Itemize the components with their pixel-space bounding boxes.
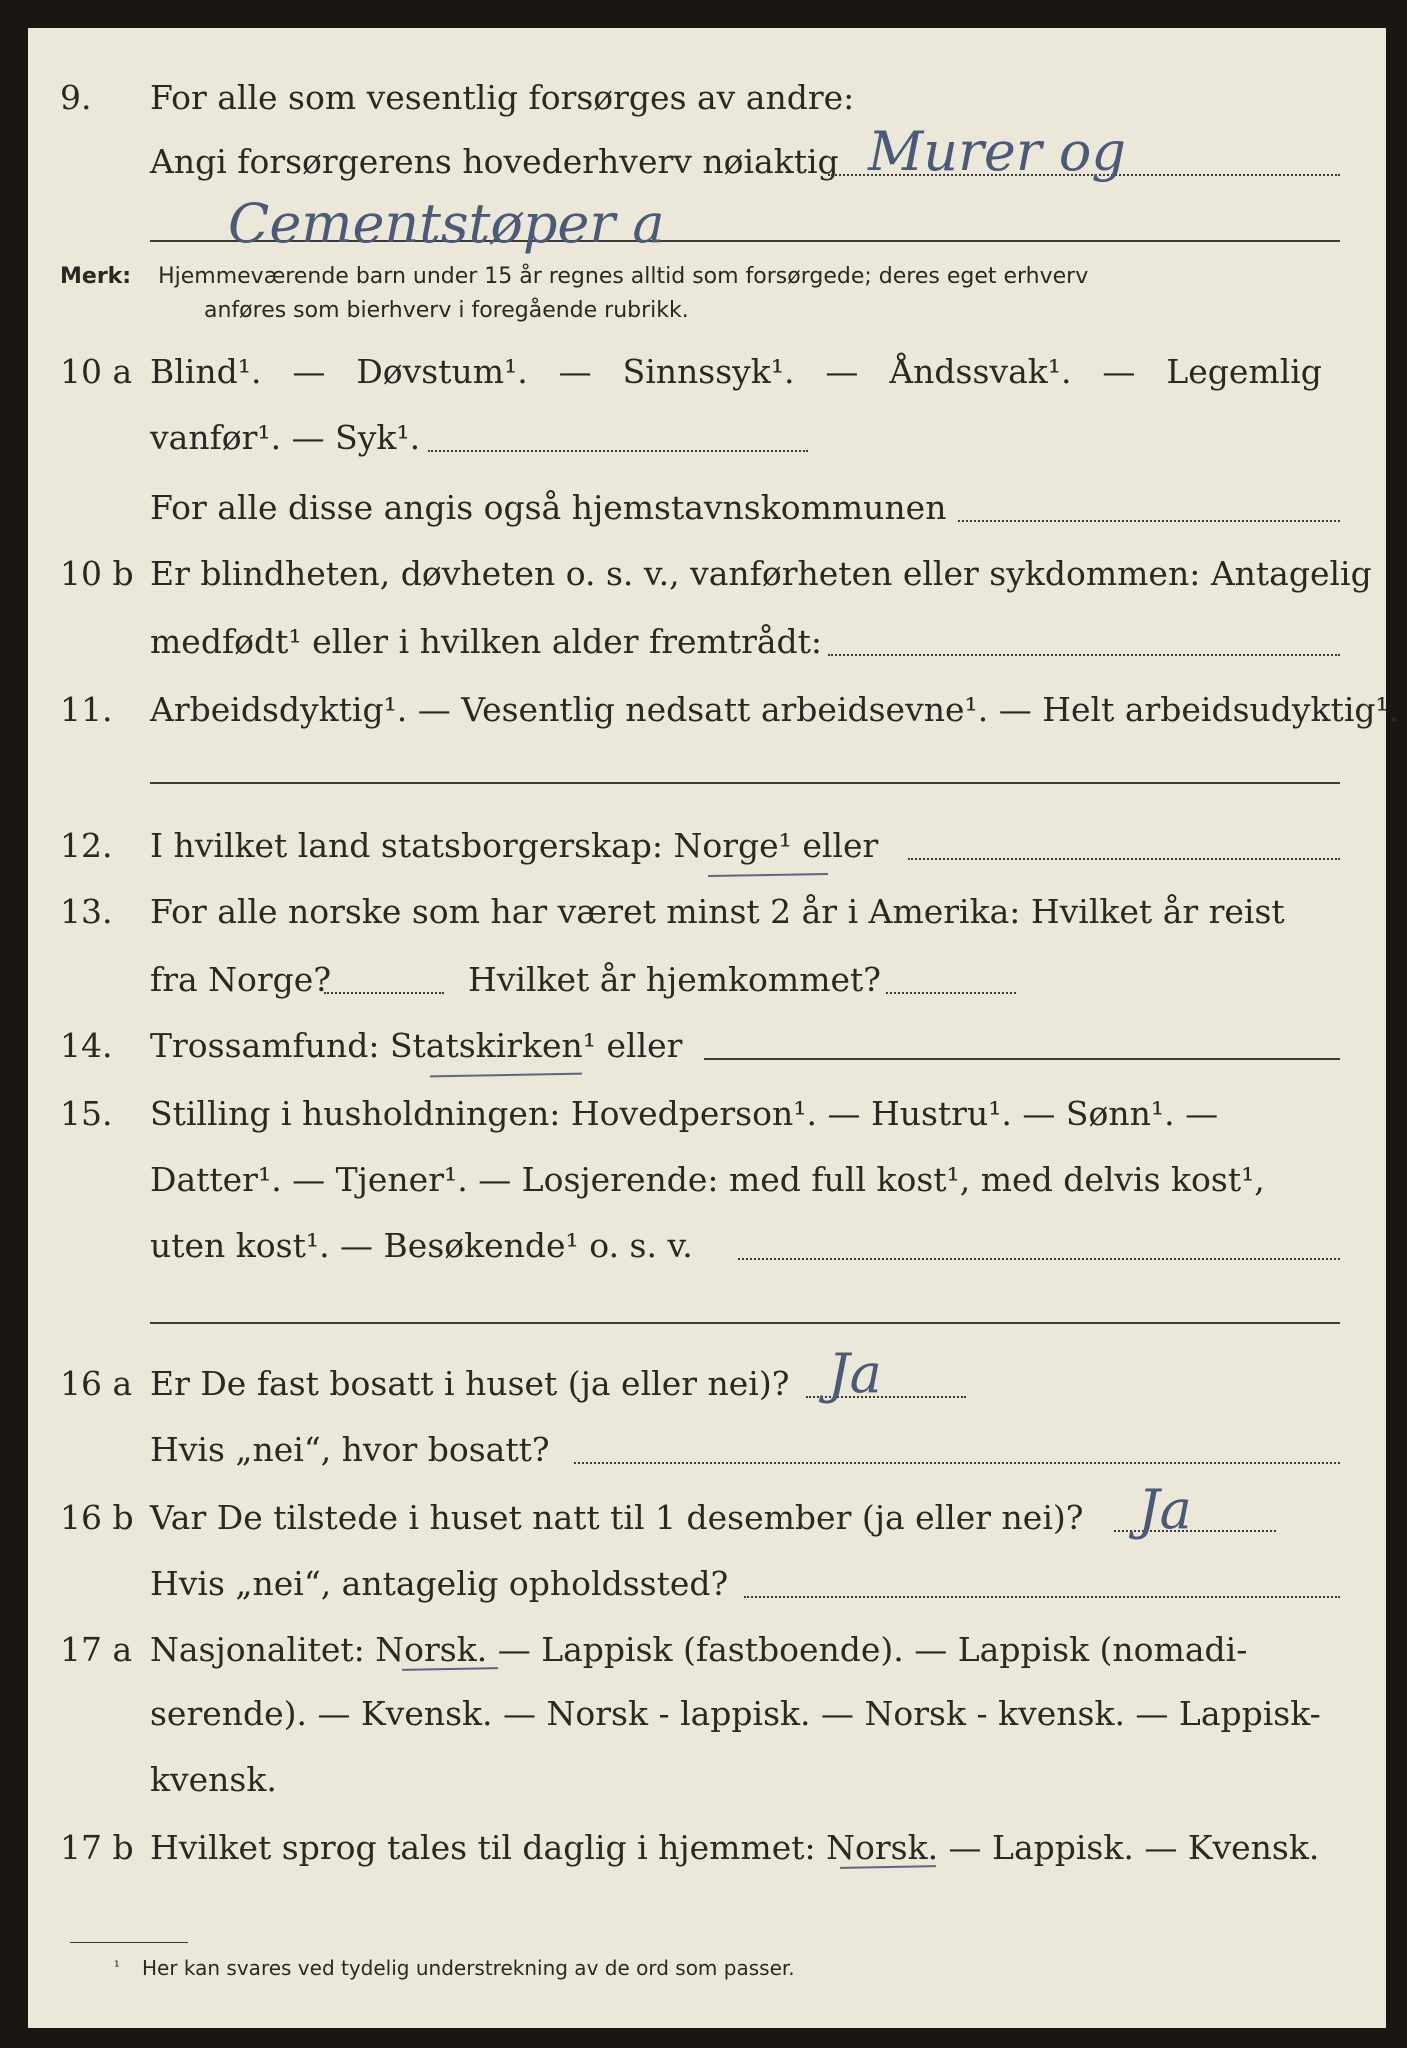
q17a-underline-norsk: [402, 1667, 498, 1671]
q10a-dash-1: —: [292, 352, 326, 391]
note-merk: [60, 260, 1322, 328]
q10a-hjemstavn: For alle disse angis også hjemstavnskommunen: [150, 488, 947, 527]
q16a-followup-line[interactable]: [574, 1462, 1340, 1464]
q10b-number: 10 b: [60, 554, 134, 593]
q9-number: 9.: [60, 78, 92, 117]
q13-hjemkommet-line[interactable]: [886, 992, 1016, 994]
q16a-question: Er De fast bosatt i huset (ja eller nei)?: [150, 1364, 790, 1403]
q13-reist-label: fra Norge?: [150, 960, 332, 999]
q9-question: For alle som vesentlig forsørges av andre:: [150, 78, 855, 117]
footnote-mark: ¹: [114, 1959, 120, 1975]
q16a-number: 16 a: [60, 1364, 133, 1403]
q17b-underline-norsk: [840, 1865, 936, 1869]
q10a-hjemstavn-line[interactable]: [958, 520, 1340, 522]
footnote: [114, 1956, 795, 1980]
q15-options-1[interactable]: Stilling i husholdningen: Hovedperson¹. — Hustru¹. — Sønn¹. —: [150, 1094, 1219, 1133]
q14-answer-line[interactable]: [704, 1058, 1340, 1060]
q15-answer-line[interactable]: [738, 1258, 1340, 1260]
q10b-question: Er blindheten, døvheten o. s. v., vanførheten eller sykdommen: Antagelig: [150, 554, 1372, 593]
q11-options[interactable]: Arbeidsdyktig¹. — Vesentlig nedsatt arbeidsevne¹. — Helt arbeidsudyktig¹.: [150, 690, 1400, 729]
q10a-options: [150, 352, 1322, 392]
q16b-followup-line[interactable]: [744, 1596, 1340, 1598]
q10b-question-cont: medfødt¹ eller i hvilken alder fremtrådt:: [150, 622, 823, 661]
q13-question: For alle norske som har været minst 2 år i Amerika: Hvilket år reist: [150, 892, 1285, 931]
q9-handwritten-answer-b: Cementstøper a: [228, 192, 665, 255]
q10a-legemlig[interactable]: Legemlig: [1166, 352, 1322, 391]
footnote-rule: [70, 1942, 188, 1943]
q13-reist-line[interactable]: [324, 992, 444, 994]
q16b-handwritten-answer: Ja: [1138, 1478, 1192, 1541]
q14-number: 14.: [60, 1026, 113, 1065]
q16b-question: Var De tilstede i huset natt til 1 desember (ja eller nei)?: [150, 1498, 1084, 1537]
q16b-number: 16 b: [60, 1498, 134, 1537]
q16a-followup: Hvis „nei“, hvor bosatt?: [150, 1430, 550, 1469]
q16a-handwritten-answer: Ja: [828, 1342, 882, 1405]
q10a-dash-2: —: [558, 352, 592, 391]
q15-options-3[interactable]: uten kost¹. — Besøkende¹ o. s. v.: [150, 1226, 693, 1265]
q10a-number: 10 a: [60, 352, 133, 391]
q12-question[interactable]: I hvilket land statsborgerskap: Norge¹ eller: [150, 826, 879, 865]
q9-question-cont: Angi forsørgerens hovederhverv nøiaktig: [150, 142, 839, 181]
q15-number: 15.: [60, 1094, 113, 1133]
q11-answer-line[interactable]: [150, 782, 1340, 784]
q10a-sinnssyk[interactable]: Sinnssyk¹.: [622, 352, 795, 391]
q12-number: 12.: [60, 826, 113, 865]
q10a-answer-line[interactable]: [428, 450, 808, 452]
q13-number: 13.: [60, 892, 113, 931]
q11-number: 11.: [60, 690, 113, 729]
q10b-answer-line[interactable]: [828, 654, 1340, 656]
footnote-text: Her kan svares ved tydelig understrekning av de ord som passer.: [141, 1956, 795, 1980]
q10a-blind[interactable]: Blind¹.: [150, 352, 262, 391]
q13-hjemkommet-label: Hvilket år hjemkommet?: [468, 960, 881, 999]
q17a-number: 17 a: [60, 1630, 133, 1669]
q10a-dovstum[interactable]: Døvstum¹.: [356, 352, 528, 391]
census-form-page: [28, 28, 1400, 2028]
q16b-followup: Hvis „nei“, antagelig opholdssted?: [150, 1564, 729, 1603]
q15-answer-line-2[interactable]: [150, 1322, 1340, 1324]
q12-underline-norge: [708, 873, 828, 877]
q17b-number: 17 b: [60, 1828, 134, 1867]
q10a-dash-4: —: [1102, 352, 1136, 391]
q10a-dash-3: —: [825, 352, 859, 391]
note-label: Merk:: [60, 264, 132, 289]
q14-underline-statskirken: [430, 1073, 582, 1078]
q10a-andssvak[interactable]: Åndssvak¹.: [889, 352, 1072, 391]
q17a-options-2[interactable]: serende). — Kvensk. — Norsk - lappisk. — Norsk - kvensk. — Lappisk-: [150, 1694, 1321, 1733]
q14-question[interactable]: Trossamfund: Statskirken¹ eller: [150, 1026, 683, 1065]
q12-answer-line[interactable]: [908, 858, 1340, 860]
q15-options-2[interactable]: Datter¹. — Tjener¹. — Losjerende: med full kost¹, med delvis kost¹,: [150, 1160, 1265, 1199]
q17a-options-1[interactable]: Nasjonalitet: Norsk. — Lappisk (fastboende). — Lappisk (nomadi-: [150, 1630, 1248, 1669]
note-line2: anføres som bierhverv i foregående rubrikk.: [204, 298, 689, 323]
q17a-options-3[interactable]: kvensk.: [150, 1760, 277, 1799]
q9-handwritten-answer-a: Murer og: [868, 120, 1126, 183]
q10a-vanfor-syk[interactable]: vanfør¹. — Syk¹.: [150, 418, 421, 457]
q17b-options[interactable]: Hvilket sprog tales til daglig i hjemmet: Norsk. — Lappisk. — Kvensk.: [150, 1828, 1320, 1867]
note-line1: Hjemmeværende barn under 15 år regnes alltid som forsørgede; deres eget erhverv: [158, 264, 1089, 289]
